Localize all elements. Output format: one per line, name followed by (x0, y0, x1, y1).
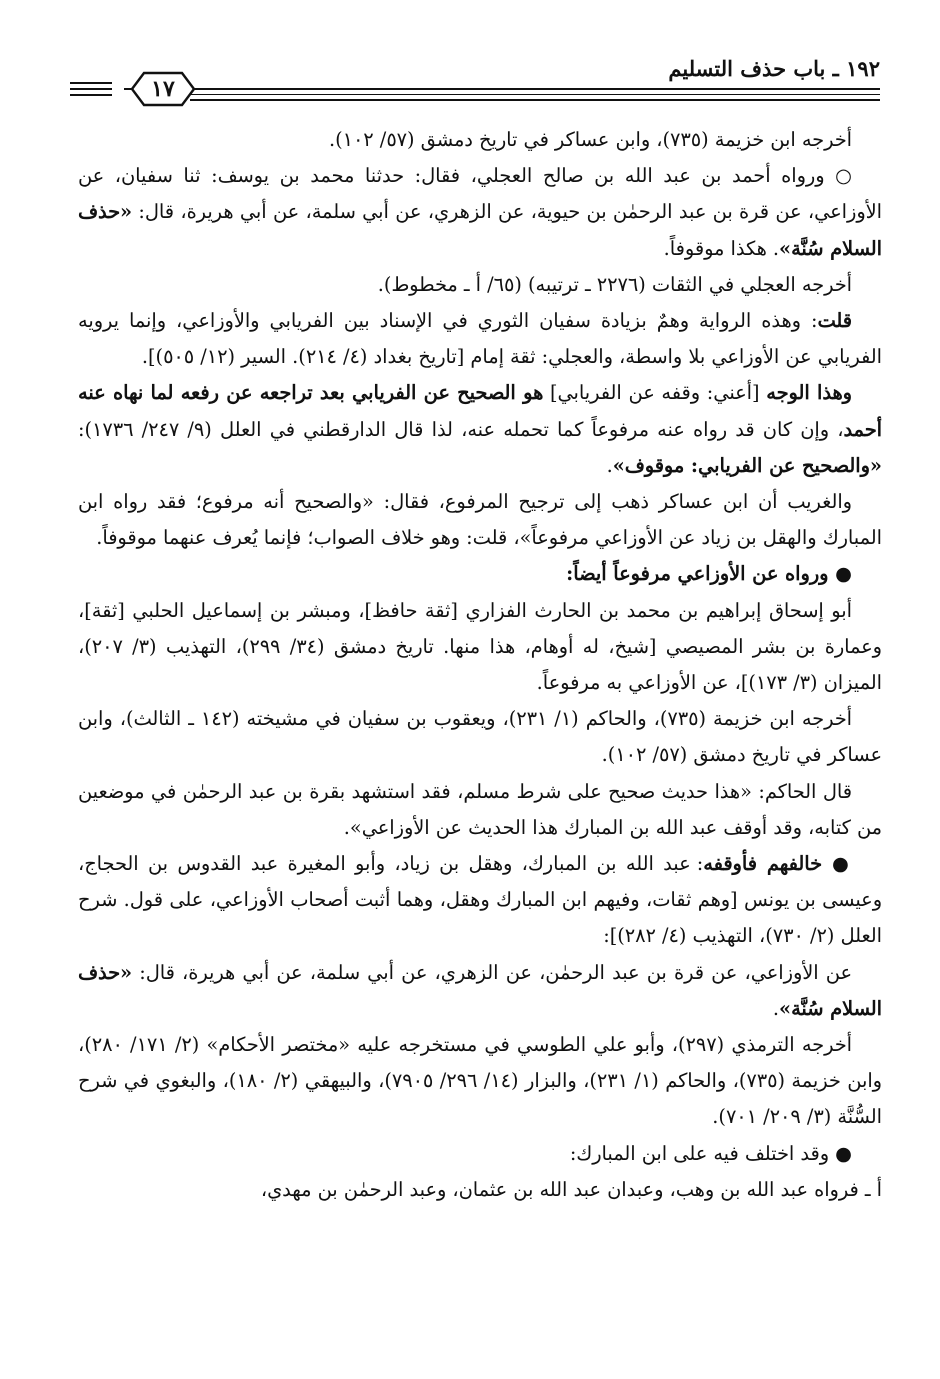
text: أخرجه الترمذي (٢٩٧)، وأبو علي الطوسي في مستخرجه عليه «مختصر الأحكام» (٢/ ١٧١/ ٢٨٠)، وابن خزيمة (٧٣٥)، والحاكم (١/ ٢٣١)، والبزار (١٤/ ٢٩٦/ ٧٩٠٥)، والبيهقي (٢/ ١٨٠)، والبغوي في شرح السُّنَّة (٣/ ٢٠٩/ ٧٠١). (78, 1033, 882, 1129)
paragraph (78, 375, 882, 484)
bold-text: «والصحيح عن الفريابي: موقوف» (612, 453, 882, 477)
text: أخرجه ابن خزيمة (٧٣٥)، والحاكم (١/ ٢٣١)، ويعقوب بن سفيان في مشيخته (١٤٢ ـ الثالث)، وابن عساكر في تاريخ دمشق (٥٧/ ١٠٢). (78, 707, 882, 767)
header-rule (190, 99, 880, 101)
text: ○ ورواه أحمد بن عبد الله بن صالح العجلي، فقال: حدثنا محمد بن يوسف: ثنا سفيان، عن الأوزاعي، عن قرة بن عبد الرحمٰن بن حيوية، عن الزهري، عن أبي سلمة، عن أبي هريرة، قال: (78, 164, 882, 224)
paragraph (78, 267, 882, 303)
text: ، وإن كان قد رواه عنه مرفوعاً كما تحمله عنه، لذا قال الدارقطني في العلل (٩/ ٢٤٧/ ١٧٣٦): (78, 417, 844, 441)
text: والغريب أن ابن عساكر ذهب إلى ترجيح المرفوع، فقال: «والصحيح أنه مرفوع؛ فقد رواه ابن المبارك والهقل بن زياد عن الأوزاعي مرفوعاً»، قلت: وهو خلاف الصواب؛ فإنما يُعرف عنهما موقوفاً. (78, 490, 882, 550)
bold-text: هو الصحيح عن الفريابي بعد تراجعه عن رفعه لما نهاه عنه أحمد (78, 381, 882, 441)
paragraph (78, 593, 882, 702)
bold-text: ● خالفهم فأوقفه (703, 852, 852, 876)
text: . (772, 996, 780, 1020)
text: ● وقد اختلف فيه على ابن المبارك: (569, 1141, 852, 1165)
text: . (606, 453, 613, 477)
page-number-badge (122, 68, 204, 110)
bold-text: وهذا الوجه (766, 381, 852, 405)
page-body (78, 122, 882, 1208)
text: أخرجه العجلي في الثقات (٢٢٧٦ ـ ترتيبه) (٦٥/ أ ـ مخطوط). (377, 272, 852, 296)
text: : وهذه الرواية وهمٌ بزيادة سفيان الثوري في الإسناد بين الفريابي والأوزاعي، وإنما يرويه الفريابي عن الأوزاعي بلا واسطة، والعجلي: ثقة إمام [تاريخ بغداد (٤/ ٢١٤). السير (١٢/ ٥٠٥)]. (78, 309, 882, 369)
text: أخرجه ابن خزيمة (٧٣٥)، وابن عساكر في تاريخ دمشق (٥٧/ ١٠٢). (328, 128, 852, 151)
paragraph (78, 556, 882, 592)
paragraph (78, 1136, 882, 1172)
paragraph (78, 122, 882, 158)
text: . هكذا موقوفاً. (663, 236, 780, 260)
paragraph (78, 701, 882, 773)
paragraph (78, 955, 882, 1027)
bold-text: «حذف السلام سُنَّة» (78, 200, 882, 260)
ornament-lines (70, 82, 112, 96)
text: أبو إسحاق إبراهيم بن محمد بن الحارث الفزاري [ثقة حافظ]، ومبشر بن إسماعيل الحلبي [ثقة]، وعمارة بن بشر المصيصي [شيخ، له أوهام، هذا منها. تاريخ دمشق (٣٤/ ٢٩٩)، التهذيب (٣/ ٢٠٧)، الميزان (٣/ ١٧٣)]، عن الأوزاعي به مرفوعاً. (78, 598, 882, 695)
paragraph (78, 303, 882, 375)
paragraph (78, 846, 882, 955)
text: قال الحاكم: «هذا حديث صحيح على شرط مسلم، فقد استشهد بقرة بن عبد الرحمٰن في موضعين من كتابه، وقد أوقف عبد الله بن المبارك هذا الحديث عن الأوزاعي». (78, 779, 882, 839)
paragraph (78, 1027, 882, 1136)
chapter-title: ١٩٢ ـ باب حذف التسليم (668, 56, 880, 81)
paragraph (78, 1172, 882, 1208)
paragraph (78, 484, 882, 556)
paragraph (78, 158, 882, 267)
bold-text: ● ورواه عن الأوزاعي مرفوعاً أيضاً: (566, 562, 852, 586)
text: عن الأوزاعي، عن قرة بن عبد الرحمٰن، عن الزهري، عن أبي سلمة، عن أبي هريرة، قال: (132, 960, 852, 984)
text: : عبد الله بن المبارك، وهقل بن زياد، وأبو المغيرة عبد القدوس بن الحجاج، وعيسى بن يونس [وهم ثقات، وفيهم ابن المبارك وهقل، وهما أثبت أصحاب الأوزاعي، على قول. شرح العلل (٢/ ٧٣٠)، التهذيب (٤/ ٢٨٢)]: (78, 852, 882, 948)
bold-text: قلت (817, 309, 852, 333)
bold-text: «حذف السلام سُنَّة» (78, 960, 882, 1020)
text: أ ـ فرواه عبد الله بن وهب، وعبدان عبد الله بن عثمان، وعبد الرحمٰن بن مهدي، (260, 1177, 882, 1201)
header-rule (190, 94, 880, 95)
paragraph (78, 774, 882, 846)
header-rule (190, 88, 880, 90)
page-header (70, 52, 880, 114)
text: [أعني: وقفه عن الفريابي] (543, 381, 767, 405)
page-number: ١٧ (151, 76, 175, 102)
